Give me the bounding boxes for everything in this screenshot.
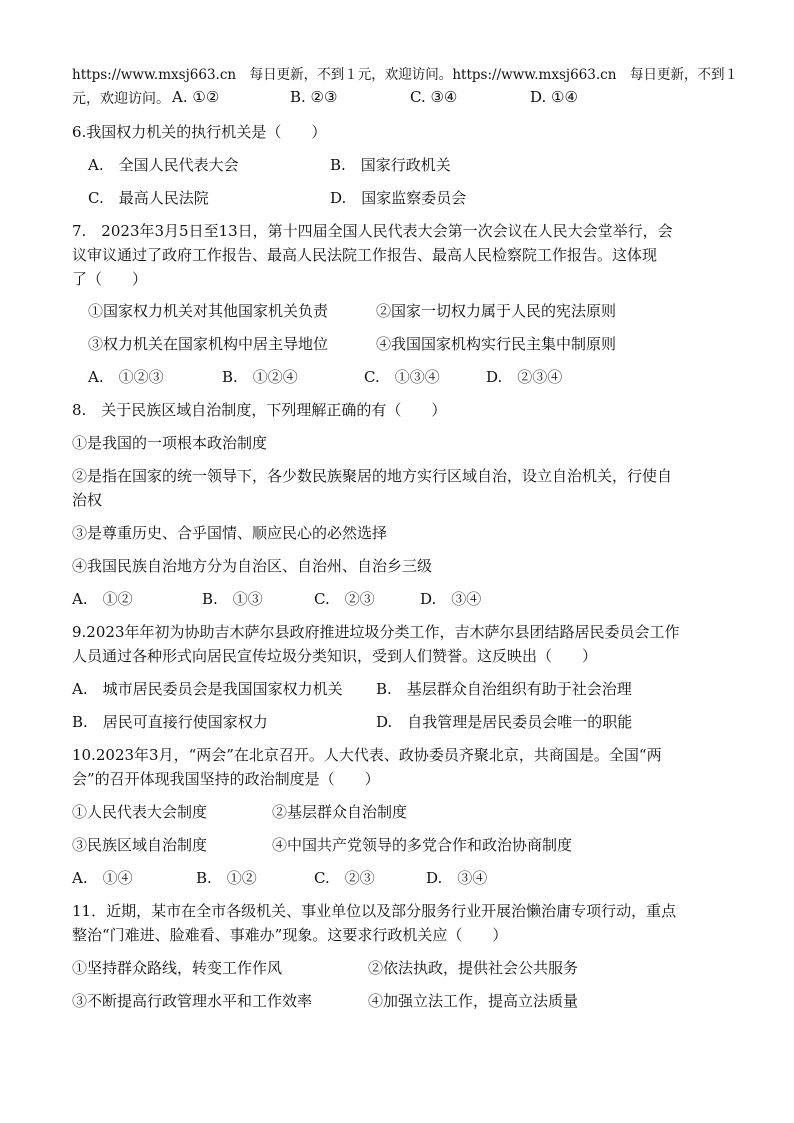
header-line-1: https://www.mxsj663.cn 每日更新，不到１元，欢迎访问。https://www.mxsj663.cn 每日更新，不到１	[72, 67, 739, 83]
q10-option-a: A. ①④	[72, 869, 133, 887]
q8-option-a: A. ①②	[72, 590, 133, 608]
header-line-2: 元，欢迎访问。	[72, 91, 170, 107]
q11-stem-line-2: 整治“门难进、脸难看、事难办”现象。这要求行政机关应（ ）	[72, 926, 508, 944]
q9-option-b: B. 基层群众自治组织有助于社会治理	[376, 680, 632, 698]
q10-stem-line-2: 会”的召开体现我国坚持的政治制度是（ ）	[72, 770, 380, 788]
q8-option-d: D. ③④	[420, 590, 482, 608]
q11-statement-2: ②依法执政，提供社会公共服务	[368, 959, 579, 977]
q11-statement-3: ③不断提高行政管理水平和工作效率	[72, 992, 313, 1010]
q5-option-d: D. ①④	[530, 88, 578, 106]
q7-statement-1: ①国家权力机关对其他国家机关负责	[88, 302, 329, 320]
q7-statement-3: ③权力机关在国家机构中居主导地位	[88, 335, 329, 353]
q7-stem-line-3: 了（ ）	[72, 270, 148, 288]
q10-statement-2: ②基层群众自治制度	[272, 803, 408, 821]
q10-statement-3: ③民族区域自治制度	[72, 836, 208, 854]
q6-option-b: B. 国家行政机关	[330, 156, 451, 174]
q8-statement-4: ④我国民族自治地方分为自治区、自治州、自治乡三级	[72, 557, 433, 575]
q8-stem: 8. 关于民族区域自治制度，下列理解正确的有（ ）	[72, 401, 447, 419]
q8-statement-2: ②是指在国家的统一领导下，各少数民族聚居的地方实行区域自治，设立自治机关，行使自	[72, 467, 673, 485]
q9-option-a: A. 城市居民委员会是我国国家权力机关	[72, 680, 343, 698]
q10-statement-4: ④中国共产党领导的多党合作和政治协商制度	[272, 836, 573, 854]
q7-stem-line-2: 议审议通过了政府工作报告、最高人民法院工作报告、最高人民检察院工作报告。这体现	[72, 246, 658, 264]
q7-option-c: C. ①③④	[364, 368, 440, 386]
q8-statement-2-cont: 治权	[72, 491, 103, 509]
q5-option-a: A. ①②	[172, 88, 220, 106]
q7-option-b: B. ①②④	[222, 368, 298, 386]
q7-statement-4: ④我国国家机构实行民主集中制原则	[376, 335, 617, 353]
q9-stem-line-1: 9.2023年年初为协助吉木萨尔县政府推进垃圾分类工作，吉木萨尔县团结路居民委员会工作	[72, 623, 680, 641]
q7-stem-line-1: 7. 2023年3月5日至13日，第十四届全国人民代表大会第一次会议在人民大会堂举行，会	[72, 222, 673, 240]
q11-statement-4: ④加强立法工作，提高立法质量	[368, 992, 579, 1010]
q10-option-d: D. ③④	[426, 869, 488, 887]
q8-statement-3: ③是尊重历史、合乎国情、顺应民心的必然选择	[72, 524, 388, 542]
q9-option-d: D. 自我管理是居民委员会唯一的职能	[376, 713, 633, 731]
q6-option-c: C. 最高人民法院	[88, 189, 209, 207]
q5-option-b: B. ②③	[290, 88, 338, 106]
q7-option-d: D. ②③④	[486, 368, 563, 386]
q11-stem-line-1: 11．近期，某市在全市各级机关、事业单位以及部分服务行业开展治懒治庸专项行动，重点	[72, 902, 677, 920]
q9-stem-line-2: 人员通过各种形式向居民宣传垃圾分类知识，受到人们赞誉。这反映出（ ）	[72, 647, 598, 665]
q10-option-c: C. ②③	[314, 869, 375, 887]
q10-option-b: B. ①②	[196, 869, 257, 887]
q9-option-c: B. 居民可直接行使国家权力	[72, 713, 268, 731]
q7-option-a: A. ①②③	[88, 368, 164, 386]
q6-option-d: D. 国家监察委员会	[330, 189, 467, 207]
q10-statement-1: ①人民代表大会制度	[72, 803, 208, 821]
q8-option-c: C. ②③	[314, 590, 375, 608]
q7-statement-2: ②国家一切权力属于人民的宪法原则	[376, 302, 617, 320]
q11-statement-1: ①坚持群众路线，转变工作作风	[72, 959, 283, 977]
q8-statement-1: ①是我国的一项根本政治制度	[72, 434, 268, 452]
q5-option-c: C. ③④	[410, 88, 458, 106]
q6-stem: 6.我国权力机关的执行机关是（ ）	[72, 123, 327, 141]
q6-option-a: A. 全国人民代表大会	[88, 156, 239, 174]
q10-stem-line-1: 10.2023年3月，“两会”在北京召开。人大代表、政协委员齐聚北京，共商国是。全国“两	[72, 746, 662, 764]
q8-option-b: B. ①③	[202, 590, 263, 608]
